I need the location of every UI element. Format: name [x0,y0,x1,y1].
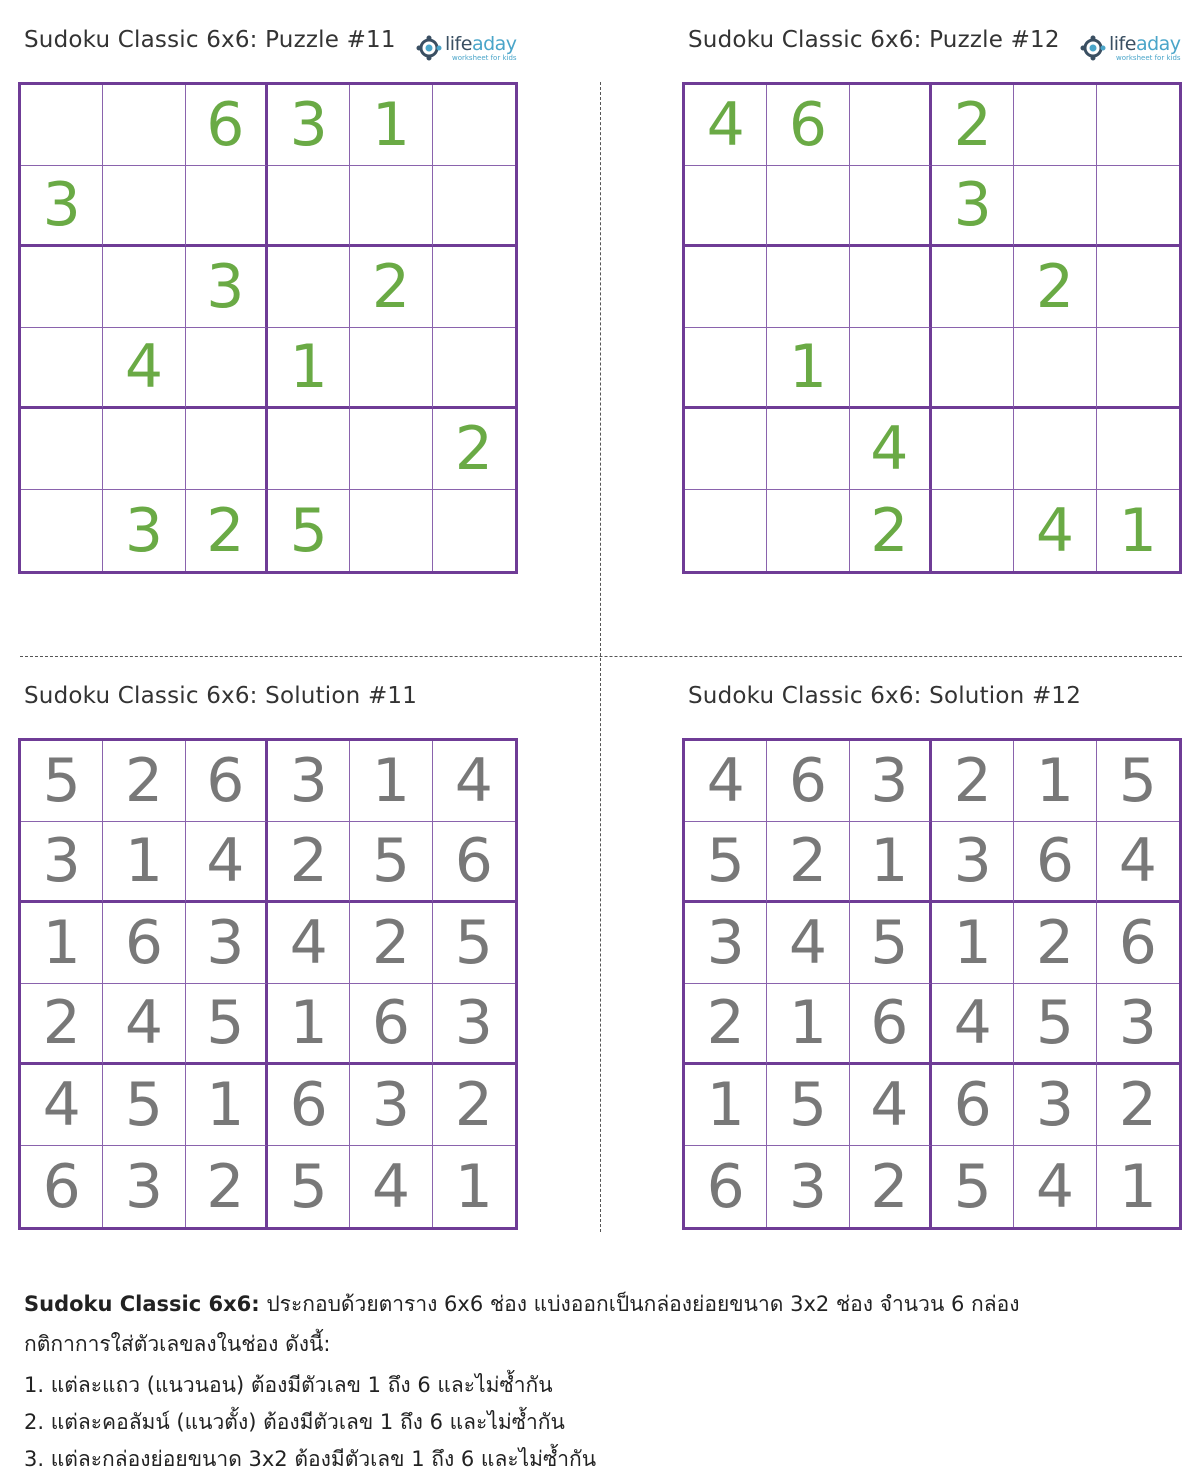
sudoku-cell [268,409,350,490]
sudoku-cell [103,409,185,490]
sudoku-cell [1097,85,1179,166]
logo-gear-icon [416,35,442,61]
sudoku-cell: 5 [1014,984,1096,1065]
sudoku-cell: 5 [685,822,767,903]
sudoku-cell: 1 [1118,495,1157,566]
sudoku-cell [850,328,932,409]
sudoku-cell: 2 [1014,247,1096,328]
sudoku-cell [932,328,1014,409]
sudoku-cell: 5 [433,903,515,984]
sudoku-cell: 4 [433,741,515,822]
sudoku-cell: 6 [932,1065,1014,1146]
sudoku-cell [350,490,432,571]
solution-11-title: Sudoku Classic 6x6: Solution #11 [24,683,418,709]
sudoku-cell [350,328,432,409]
logo-word-aday: aday [471,33,517,55]
sudoku-cell: 1 [21,903,103,984]
solution-12-title: Sudoku Classic 6x6: Solution #12 [688,683,1082,709]
sudoku-cell [350,409,432,490]
sudoku-cell [685,328,767,409]
vertical-cut-line [600,82,601,1232]
sudoku-cell: 3 [685,903,767,984]
sudoku-cell: 6 [21,1146,103,1227]
sudoku-cell: 1 [767,328,849,409]
rules-description [24,1284,1184,1478]
sudoku-cell: 6 [767,85,849,166]
sudoku-cell: 3 [21,822,103,903]
sudoku-cell [433,166,515,247]
sudoku-cell [433,85,515,166]
sudoku-cell: 1 [932,903,1014,984]
description-intro-text: ประกอบด้วยตาราง 6x6 ช่อง แบ่งออกเป็นกล่องย่อยขนาด 3x2 ช่อง จำนวน 6 กล่อง [259,1292,1020,1316]
sudoku-cell: 1 [1014,741,1096,822]
sudoku-cell [767,490,849,571]
sudoku-cell: 5 [268,1146,350,1227]
sudoku-cell [850,166,932,247]
sudoku-cell: 6 [268,1065,350,1146]
sudoku-cell: 6 [186,741,268,822]
sudoku-cell: 4 [1097,822,1179,903]
sudoku-cell [1014,328,1096,409]
sudoku-cell: 1 [454,1151,493,1222]
sudoku-cell: 1 [103,822,185,903]
sudoku-cell: 3 [103,490,185,571]
sudoku-cell: 3 [268,85,350,166]
sudoku-cell [433,247,515,328]
sudoku-cell [186,409,268,490]
sudoku-cell [1097,328,1179,409]
sudoku-cell: 6 [350,984,432,1065]
rule-item: 3. แต่ละกล่องย่อยขนาด 3x2 ต้องมีตัวเลข 1 ถึง 6 และไม่ซ้ำกัน [24,1447,597,1471]
sudoku-cell: 2 [350,247,432,328]
sudoku-cell: 4 [932,984,1014,1065]
sudoku-cell: 4 [767,903,849,984]
sudoku-cell: 5 [103,1065,185,1146]
lifeaday-logo[interactable] [416,35,517,67]
sudoku-cell [433,490,515,571]
sudoku-cell: 4 [350,1146,432,1227]
sudoku-cell [850,247,932,328]
sudoku-cell: 2 [850,1146,932,1227]
sudoku-cell: 1 [350,85,432,166]
sudoku-cell: 3 [103,1146,185,1227]
sudoku-cell [186,328,268,409]
sudoku-cell: 3 [1097,984,1179,1065]
sudoku-cell: 6 [433,822,515,903]
sudoku-cell: 3 [932,166,1014,247]
sudoku-cell: 4 [1014,1146,1096,1227]
puzzle-11-title: Sudoku Classic 6x6: Puzzle #11 [24,27,396,53]
sudoku-cell: 4 [850,1065,932,1146]
sudoku-cell: 5 [767,1065,849,1146]
sudoku-cell [1014,409,1096,490]
sudoku-cell: 6 [186,85,268,166]
logo-word-life: life [1109,33,1136,55]
sudoku-cell: 1 [268,984,350,1065]
sudoku-cell: 2 [767,822,849,903]
sudoku-cell: 4 [186,822,268,903]
logo-word-aday: aday [1135,33,1181,55]
sudoku-cell: 4 [103,984,185,1065]
sudoku-cell: 2 [433,409,515,490]
sudoku-cell [1014,166,1096,247]
sudoku-cell [685,166,767,247]
sudoku-cell: 6 [850,984,932,1065]
sudoku-cell: 1 [186,1065,268,1146]
sudoku-cell: 5 [268,490,350,571]
sudoku-cell: 3 [350,1065,432,1146]
solution-11-grid [18,738,518,1230]
sudoku-cell: 2 [932,85,1014,166]
sudoku-cell [21,328,103,409]
rule-item: 2. แต่ละคอลัมน์ (แนวตั้ง) ต้องมีตัวเลข 1 ถึง 6 และไม่ซ้ำกัน [24,1410,565,1434]
sudoku-cell: 4 [1014,490,1096,571]
sudoku-cell: 5 [1097,741,1179,822]
sudoku-cell: 3 [268,741,350,822]
sudoku-cell [767,409,849,490]
sudoku-cell [685,490,767,571]
sudoku-cell [21,85,103,166]
sudoku-cell: 5 [186,984,268,1065]
sudoku-cell: 4 [21,1065,103,1146]
sudoku-cell: 6 [1097,903,1179,984]
sudoku-cell: 4 [685,741,767,822]
sudoku-cell: 4 [685,85,767,166]
description-intro [24,1284,1184,1324]
sudoku-cell: 2 [685,984,767,1065]
sudoku-cell: 2 [268,822,350,903]
sudoku-cell: 3 [767,1146,849,1227]
sudoku-cell [103,85,185,166]
puzzle-12-grid [682,82,1182,574]
sudoku-cell [103,166,185,247]
sudoku-cell: 3 [433,984,515,1065]
sudoku-cell [932,409,1014,490]
sudoku-cell: 5 [850,903,932,984]
sudoku-cell: 3 [186,903,268,984]
sudoku-cell [932,247,1014,328]
rules-list [24,1367,1184,1478]
sudoku-cell: 2 [21,984,103,1065]
sudoku-cell: 5 [350,822,432,903]
sudoku-cell: 1 [767,984,849,1065]
sudoku-cell: 3 [21,166,103,247]
sudoku-cell: 2 [186,1146,268,1227]
solution-12-grid [682,738,1182,1230]
sudoku-cell: 3 [850,741,932,822]
sudoku-cell: 4 [268,903,350,984]
sudoku-cell: 6 [767,741,849,822]
rules-heading: กติกาการใส่ตัวเลขลงในช่อง ดังนี้: [24,1332,331,1356]
lifeaday-logo[interactable] [1080,35,1181,67]
sudoku-cell: 5 [932,1146,1014,1227]
sudoku-cell [103,247,185,328]
sudoku-cell: 4 [103,328,185,409]
sudoku-cell: 2 [1097,1065,1179,1146]
sudoku-cell [350,166,432,247]
sudoku-cell: 3 [1014,1065,1096,1146]
sudoku-cell: 6 [685,1146,767,1227]
sudoku-cell [1014,85,1096,166]
sudoku-cell: 2 [103,741,185,822]
sudoku-cell [21,247,103,328]
sudoku-cell: 1 [1118,1151,1157,1222]
sudoku-cell [685,409,767,490]
sudoku-cell: 3 [186,247,268,328]
logo-tagline: worksheet for kids [1115,54,1181,62]
rule-item: 1. แต่ละแถว (แนวนอน) ต้องมีตัวเลข 1 ถึง 6 และไม่ซ้ำกัน [24,1373,553,1397]
sudoku-cell: 2 [932,741,1014,822]
sudoku-cell [1097,166,1179,247]
sudoku-cell [268,166,350,247]
logo-word-life: life [445,33,472,55]
logo-tagline: worksheet for kids [451,54,517,62]
sudoku-cell: 2 [350,903,432,984]
sudoku-cell [433,328,515,409]
puzzle-11-grid [18,82,518,574]
sudoku-cell [850,85,932,166]
sudoku-cell: 6 [103,903,185,984]
logo-gear-icon [1080,35,1106,61]
sudoku-cell [186,166,268,247]
sudoku-cell: 1 [685,1065,767,1146]
sudoku-cell: 2 [433,1065,515,1146]
sudoku-cell: 1 [268,328,350,409]
puzzle-12-title: Sudoku Classic 6x6: Puzzle #12 [688,27,1060,53]
sudoku-cell [932,490,1014,571]
horizontal-cut-line [20,656,1182,657]
sudoku-cell: 1 [350,741,432,822]
sudoku-cell: 3 [932,822,1014,903]
sudoku-cell [21,409,103,490]
sudoku-cell [268,247,350,328]
sudoku-cell [767,247,849,328]
sudoku-cell: 6 [1014,822,1096,903]
sudoku-cell [685,247,767,328]
sudoku-cell: 1 [850,822,932,903]
sudoku-cell: 2 [1014,903,1096,984]
sudoku-cell [767,166,849,247]
sudoku-cell: 2 [186,490,268,571]
sudoku-cell: 4 [850,409,932,490]
sudoku-cell: 5 [21,741,103,822]
sudoku-cell [21,490,103,571]
sudoku-cell [1097,247,1179,328]
sudoku-cell [1097,409,1179,490]
description-lead: Sudoku Classic 6x6: [24,1292,260,1316]
sudoku-cell: 2 [850,490,932,571]
